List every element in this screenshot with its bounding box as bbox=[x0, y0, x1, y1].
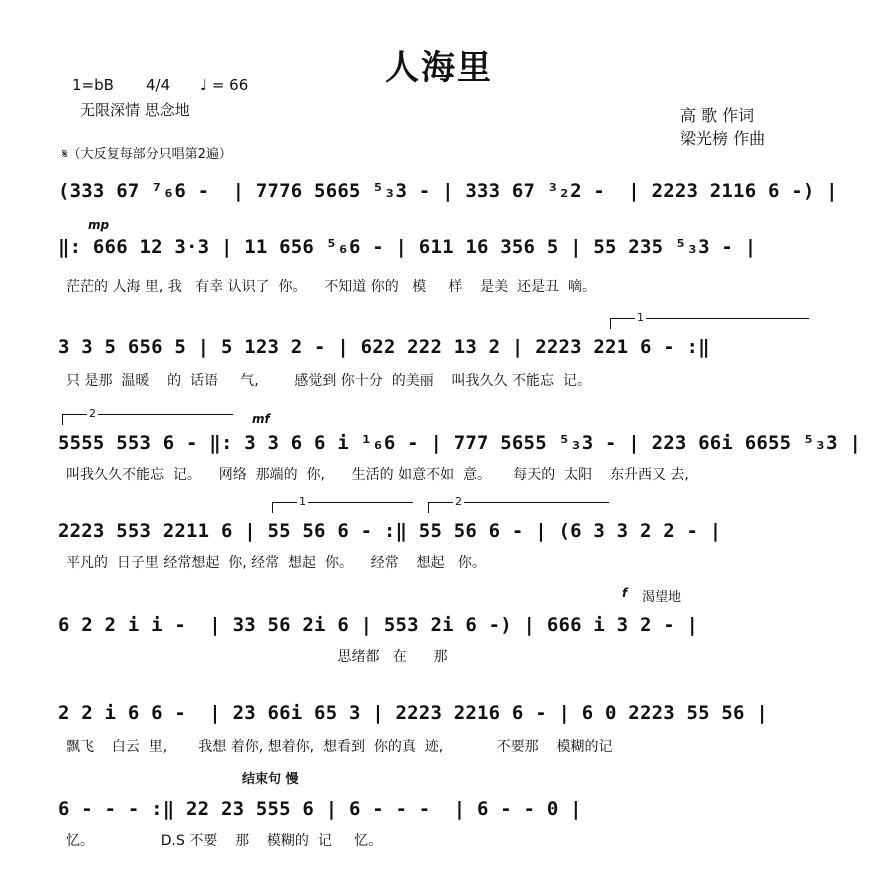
volta-bracket-1b: 1 bbox=[272, 502, 413, 513]
lyrics-line: 叫我久久不能忘 记。 网络 那端的 你, 生活的 如意不如 意。 每天的 太阳 东升西又 去, bbox=[66, 467, 689, 483]
key-signature: 1=bB bbox=[72, 76, 114, 94]
notation-line: 2 2 i 6 6 - | 23 66i 65 3 | 2223 2216 6 - | 6 0 2223 55 56 | bbox=[58, 702, 768, 724]
lyrics-line: 思绪都 在 那 bbox=[66, 649, 448, 665]
lyricist-credit: 高 歌 作词 bbox=[680, 106, 755, 125]
volta-bracket-1: 1 bbox=[610, 318, 809, 329]
dynamic-f: f bbox=[622, 586, 628, 600]
time-signature: 4/4 bbox=[146, 76, 171, 94]
expression-longing: 渴望地 bbox=[642, 590, 682, 605]
expression-marking: 无限深情 思念地 bbox=[80, 101, 190, 119]
ending-marking: 结束句 慢 bbox=[242, 772, 299, 787]
lyrics-line: 忆。 D.S 不要 那 模糊的 记 忆。 bbox=[66, 833, 383, 849]
score-title: 人海里 bbox=[385, 48, 493, 88]
lyrics-line: 飘飞 白云 里, 我想 着你, 想着你, 想看到 你的真 迹, 不要那 模糊的记 bbox=[66, 739, 613, 755]
notation-line: 3 3 5 656 5 | 5 123 2 - | 622 222 13 2 | 2223 221 6 - :‖ bbox=[58, 336, 710, 358]
notation-line: 5555 553 6 - ‖: 3 3 6 6 i ¹₆6 - | 777 5655 ⁵₃3 - | 223 66i 6655 ⁵₃3 | bbox=[58, 432, 862, 454]
segno-note: 𝄋（大反复每部分只唱第2遍） bbox=[62, 147, 232, 162]
composer-credit: 梁光榜 作曲 bbox=[680, 129, 766, 148]
notation-line: ‖: 666 12 3·3 | 11 656 ⁵₆6 - | 611 16 356 5 | 55 235 ⁵₃3 - | bbox=[58, 236, 757, 258]
notation-line: 6 - - - :‖ 22 23 555 6 | 6 - - - | 6 - - 0 | bbox=[58, 798, 582, 820]
notation-line: 6 2 2 i i - | 33 56 2i 6 | 553 2i 6 -) | 666 i 3 2 - | bbox=[58, 614, 699, 636]
volta-bracket-2: 2 bbox=[62, 414, 233, 425]
dynamic-mp: mp bbox=[88, 218, 110, 232]
notation-line: (333 67 ⁷₆6 - | 7776 5665 ⁵₃3 - | 333 67 ³₂2 - | 2223 2116 6 -) | bbox=[58, 180, 838, 202]
lyrics-line: 只 是那 温暖 的 话语 气, 感觉到 你十分 的美丽 叫我久久 不能忘 记。 bbox=[66, 373, 591, 389]
dynamic-mf: mf bbox=[252, 412, 270, 426]
notation-line: 2223 553 2211 6 | 55 56 6 - :‖ 55 56 6 - | (6 3 3 2 2 - | bbox=[58, 520, 722, 542]
volta-bracket-2b: 2 bbox=[428, 502, 609, 513]
lyrics-line: 平凡的 日子里 经常想起 你, 经常 想起 你。 经常 想起 你。 bbox=[66, 555, 486, 571]
lyrics-line: 茫茫的 人海 里, 我 有幸 认识了 你。 不知道 你的 模 样 是美 还是丑 嘀。 bbox=[66, 279, 596, 295]
tempo-marking: ♩ = 66 bbox=[200, 76, 249, 94]
